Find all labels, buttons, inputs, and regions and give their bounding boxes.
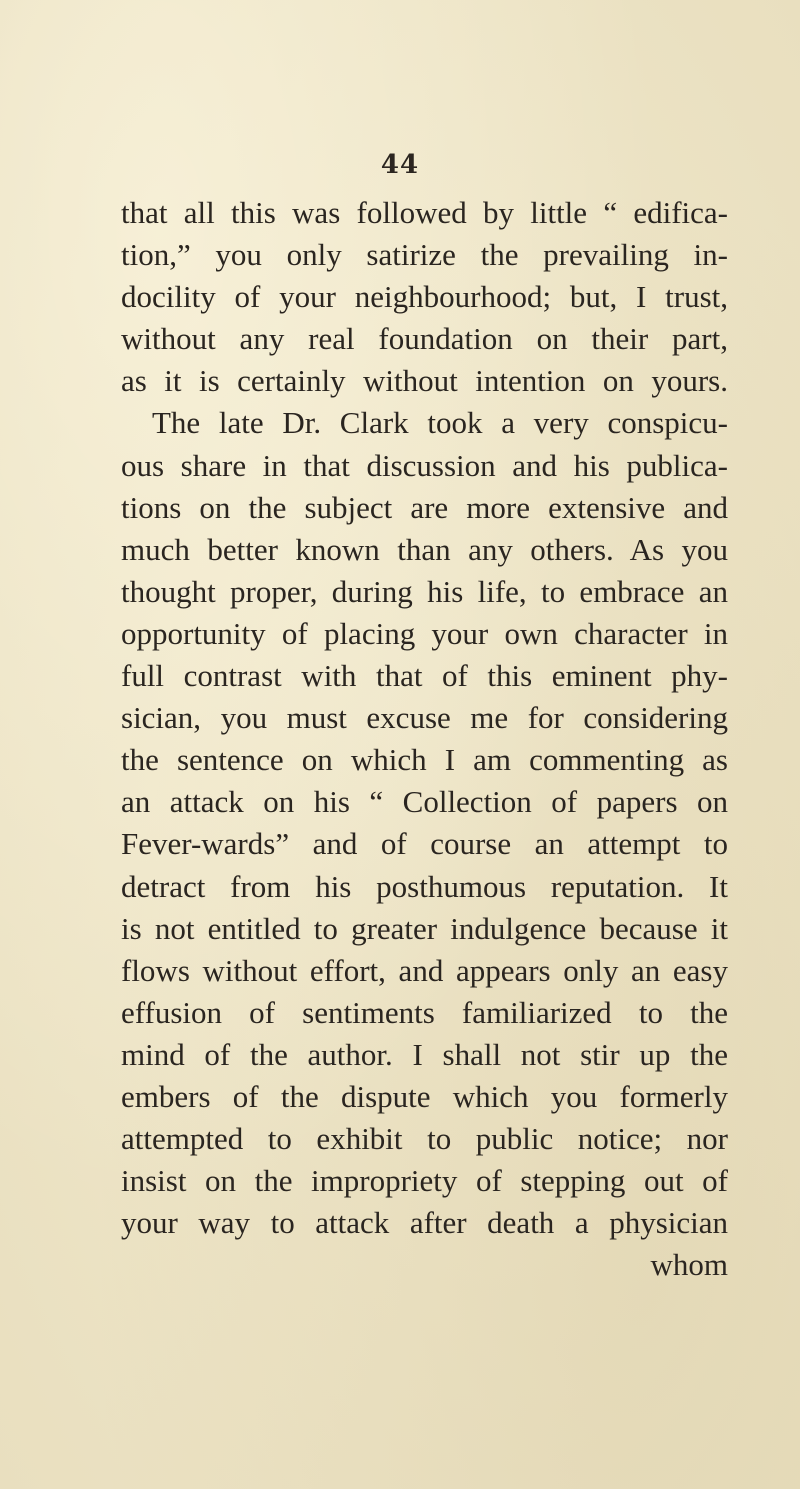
text-line: is not entitled to greater indulgence because it — [121, 910, 728, 946]
text-line: tion,” you only satirize the prevailing in- — [121, 237, 728, 273]
text-line: Fever-wards” and of course an attempt to — [121, 826, 728, 862]
text-line: mind of the author. I shall not stir up the — [121, 1036, 728, 1072]
text-line: the sentence on which I am commenting as — [121, 742, 728, 778]
text-line: full contrast with that of this eminent phy- — [121, 658, 728, 694]
text-line: an attack on his “ Collection of papers on — [121, 784, 728, 820]
body-text — [121, 192, 728, 1286]
text-line: that all this was followed by little “ edifica- — [121, 195, 728, 230]
text-line: thought proper, during his life, to embrace an — [121, 573, 728, 609]
page-number: 44 — [380, 150, 420, 180]
text-line: embers of the dispute which you formerly — [121, 1078, 728, 1114]
text-line: insist on the impropriety of stepping out of — [121, 1163, 728, 1199]
text-line: docility of your neighbourhood; but, I trust, — [121, 279, 728, 315]
text-line: as it is certainly without intention on yours. — [121, 363, 728, 399]
text-line: opportunity of placing your own character in — [121, 615, 728, 651]
text-line: effusion of sentiments familiarized to the — [121, 994, 728, 1030]
text-line: attempted to exhibit to public notice; nor — [121, 1121, 728, 1157]
text-line: sician, you must excuse me for considering — [121, 700, 728, 736]
text-line: ous share in that discussion and his publica- — [121, 447, 728, 483]
catchword: whom — [650, 1247, 728, 1283]
paragraph-start-line: The late Dr. Clark took a very conspicu- — [152, 405, 728, 441]
text-line: detract from his posthumous reputation. It — [121, 868, 728, 904]
text-line: tions on the subject are more extensive and — [121, 489, 728, 525]
text-line: much better known than any others. As you — [121, 531, 728, 567]
text-line: without any real foundation on their part, — [121, 321, 728, 357]
text-line: your way to attack after death a physician — [121, 1205, 728, 1241]
text-line: flows without effort, and appears only an easy — [121, 952, 728, 988]
